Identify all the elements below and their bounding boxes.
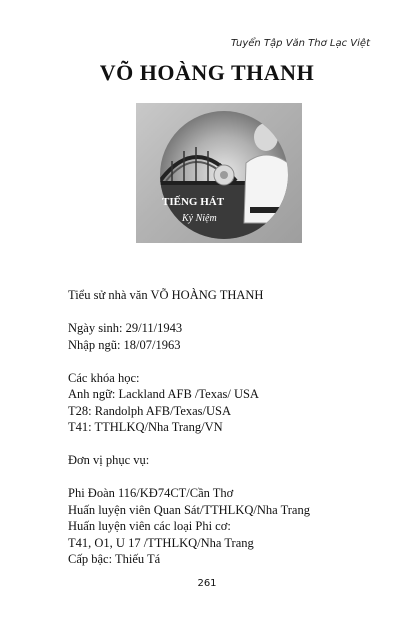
series-header: Tuyển Tập Văn Thơ Lạc Việt — [230, 38, 370, 49]
course-item: T41: TTHLKQ/Nha Trang/VN — [68, 420, 223, 434]
unit-item: T41, O1, U 17 /TTHLKQ/Nha Trang — [68, 535, 254, 550]
unit-item: Phi Đoàn 116/KĐ74CT/Cần Thơ — [68, 486, 234, 500]
page-number: 261 — [197, 578, 217, 589]
cd-illustration — [136, 103, 302, 243]
cover-subtitle: Kỷ Niệm — [182, 213, 217, 224]
unit-item: Huấn luyện viên Quan Sát/TTHLKQ/Nha Trang — [68, 502, 310, 517]
page-title: VÕ HOÀNG THANH — [99, 60, 315, 85]
enlist-date: Nhập ngũ: 18/07/1963 — [68, 337, 181, 352]
birth-date: Ngày sinh: 29/11/1943 — [68, 321, 183, 335]
cover-title: TIẾNG HÁT — [162, 196, 225, 208]
cd-cover-image — [136, 103, 302, 243]
bio-heading: Tiểu sử nhà văn VÕ HOÀNG THANH — [68, 288, 264, 302]
units-label: Đơn vị phục vụ: — [68, 453, 150, 467]
course-item: Anh ngữ: Lackland AFB /Texas/ USA — [68, 387, 259, 401]
unit-item: Cấp bậc: Thiếu Tá — [68, 552, 161, 566]
unit-item: Huấn luyện viên các loại Phi cơ: — [68, 519, 231, 533]
biography-text — [68, 287, 368, 568]
courses-label: Các khóa học: — [68, 370, 140, 385]
course-item: T28: Randolph AFB/Texas/USA — [68, 403, 232, 418]
